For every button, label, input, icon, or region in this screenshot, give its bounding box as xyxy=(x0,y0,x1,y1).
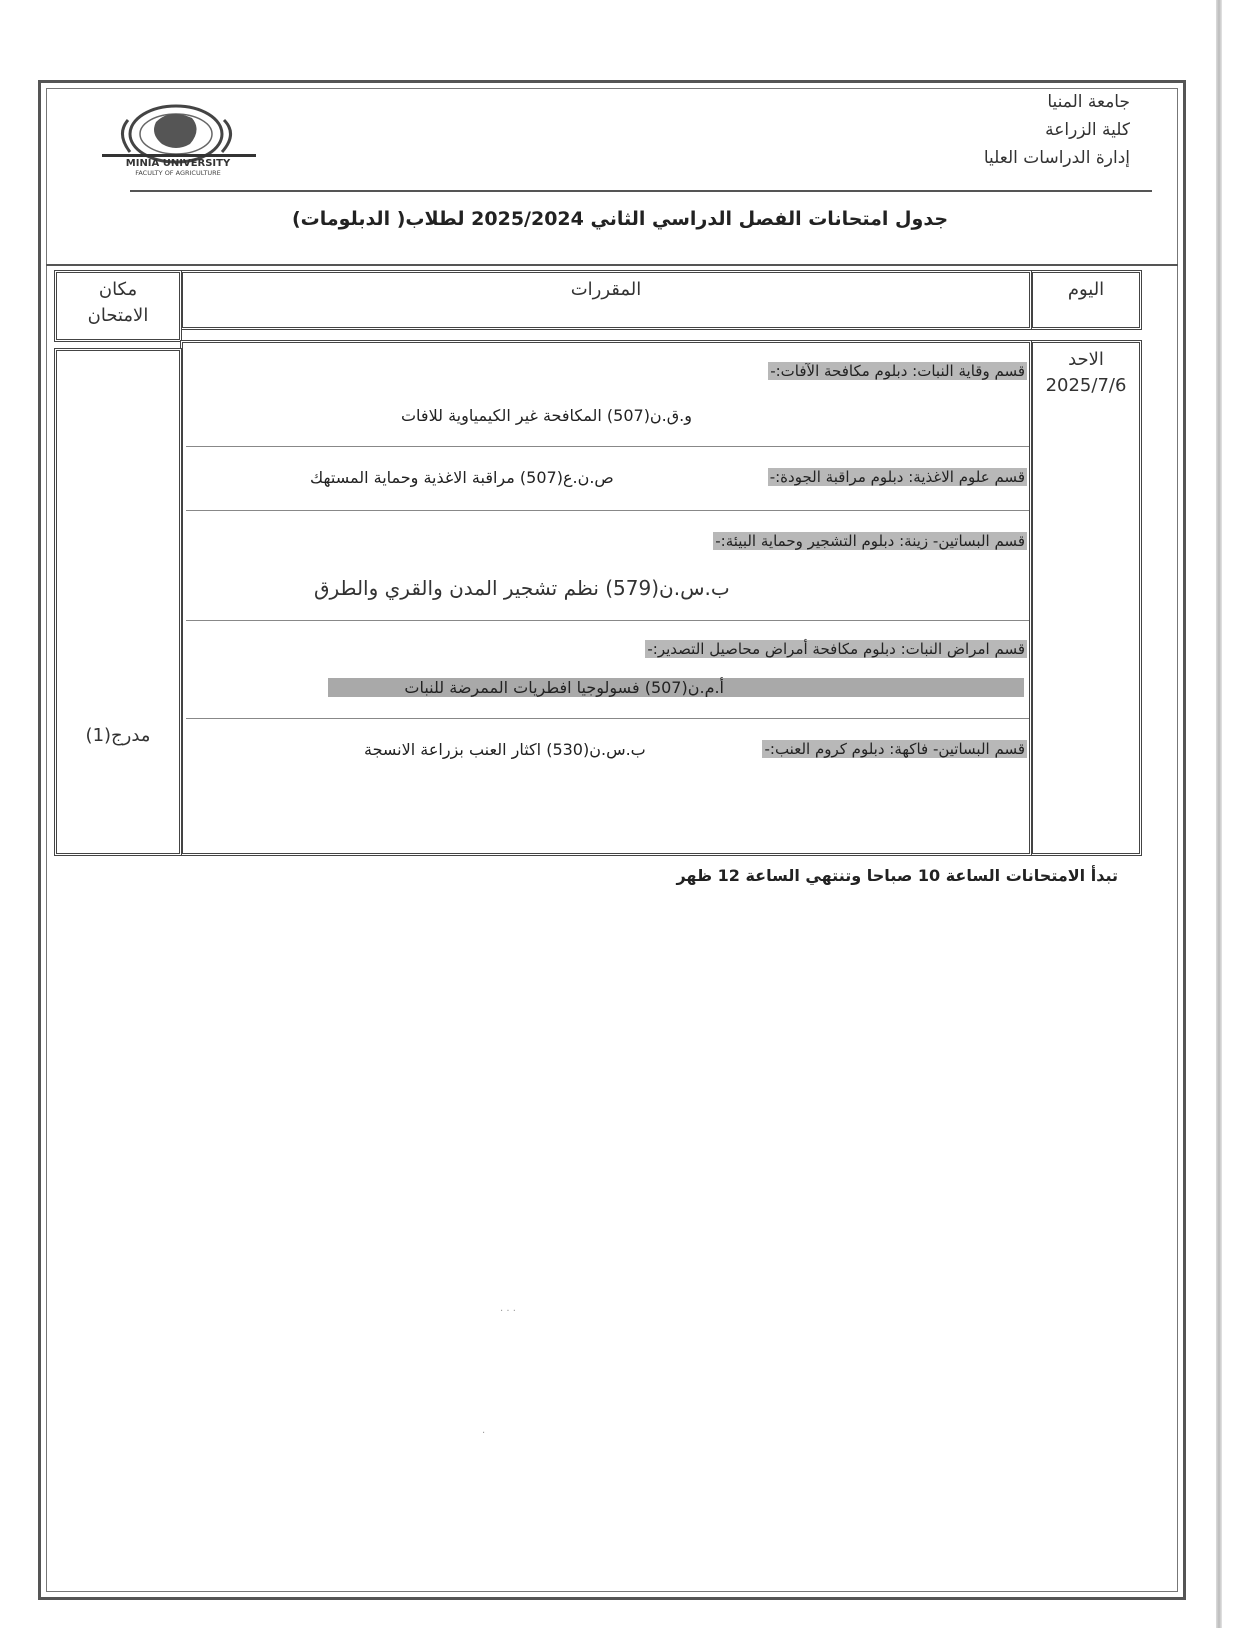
scan-speck: · xyxy=(482,1428,486,1439)
course-row-3: ب.س.ن(579) نظم تشجير المدن والقري والطرق xyxy=(314,576,730,600)
course-row-5: ب.س.ن(530) اكثار العنب بزراعة الانسجة xyxy=(364,740,646,759)
course-row-4-label: أ.م.ن(507) فسولوجيا افطريات الممرضة للنبات xyxy=(404,678,724,697)
header-day-label: اليوم xyxy=(1067,279,1105,300)
department-label: قسم علوم الاغذية: دبلوم مراقبة الجودة:- xyxy=(769,468,1025,486)
row-divider xyxy=(186,620,1029,621)
header-cell-place xyxy=(54,270,182,342)
header-place-line2: الامتحان xyxy=(87,305,149,326)
row-divider xyxy=(186,718,1029,719)
department-label: قسم البساتين- زينة: دبلوم التشجير وحماية البيئة:- xyxy=(715,532,1025,550)
title-divider xyxy=(46,264,1178,266)
university-name: جامعة المنيا xyxy=(1047,92,1130,112)
header-courses-label: المقررات xyxy=(570,279,642,300)
day-date: 2025/7/6 xyxy=(1045,375,1127,396)
exam-place: مدرج(1) xyxy=(85,725,151,746)
row-divider xyxy=(186,446,1029,447)
department-label: قسم وقاية النبات: دبلوم مكافحة الآفات:- xyxy=(770,362,1025,380)
place-cell xyxy=(54,348,182,856)
day-cell xyxy=(1030,340,1142,856)
faculty-name: كلية الزراعة xyxy=(1045,120,1130,140)
page-title: جدول امتحانات الفصل الدراسي الثاني 2025/2024 لطلاب( الدبلومات) xyxy=(291,208,949,230)
course-row-2: ص.ن.ع(507) مراقبة الاغذية وحماية المستهك xyxy=(310,468,614,487)
department-row-1 xyxy=(768,362,1027,380)
office-name: إدارة الدراسات العليا xyxy=(983,148,1130,168)
header-cell-courses xyxy=(180,270,1032,330)
header-place-line1: مكان xyxy=(98,279,138,300)
header-institution xyxy=(984,88,1130,172)
scan-speck: · · · xyxy=(500,1306,516,1317)
department-row-3 xyxy=(713,532,1027,550)
department-label: قسم البساتين- فاكهة: دبلوم كروم العنب:- xyxy=(764,740,1025,758)
row-divider xyxy=(186,510,1029,511)
exam-time-note: تبدأ الامتحانات الساعة 10 صباحا وتنتهي الساعة 12 ظهر xyxy=(676,866,1118,885)
department-row-2 xyxy=(768,468,1027,486)
logo-caption-primary: MINIA UNIVERSITY xyxy=(125,158,231,169)
day-name: الاحد xyxy=(1068,349,1104,370)
scan-edge xyxy=(1216,0,1222,1628)
header-divider xyxy=(130,190,1152,192)
university-logo xyxy=(98,100,268,178)
department-row-4 xyxy=(645,640,1027,658)
course-row-1: و.ق.ن(507) المكافحة غير الكيمياوية للافات xyxy=(400,406,692,425)
department-label: قسم امراض النبات: دبلوم مكافحة أمراض محاصيل التصدير:- xyxy=(647,640,1025,658)
department-row-5 xyxy=(762,740,1027,758)
header-cell-day xyxy=(1030,270,1142,330)
course-row-4 xyxy=(328,678,1024,697)
logo-caption-secondary: FACULTY OF AGRICULTURE xyxy=(135,169,221,177)
